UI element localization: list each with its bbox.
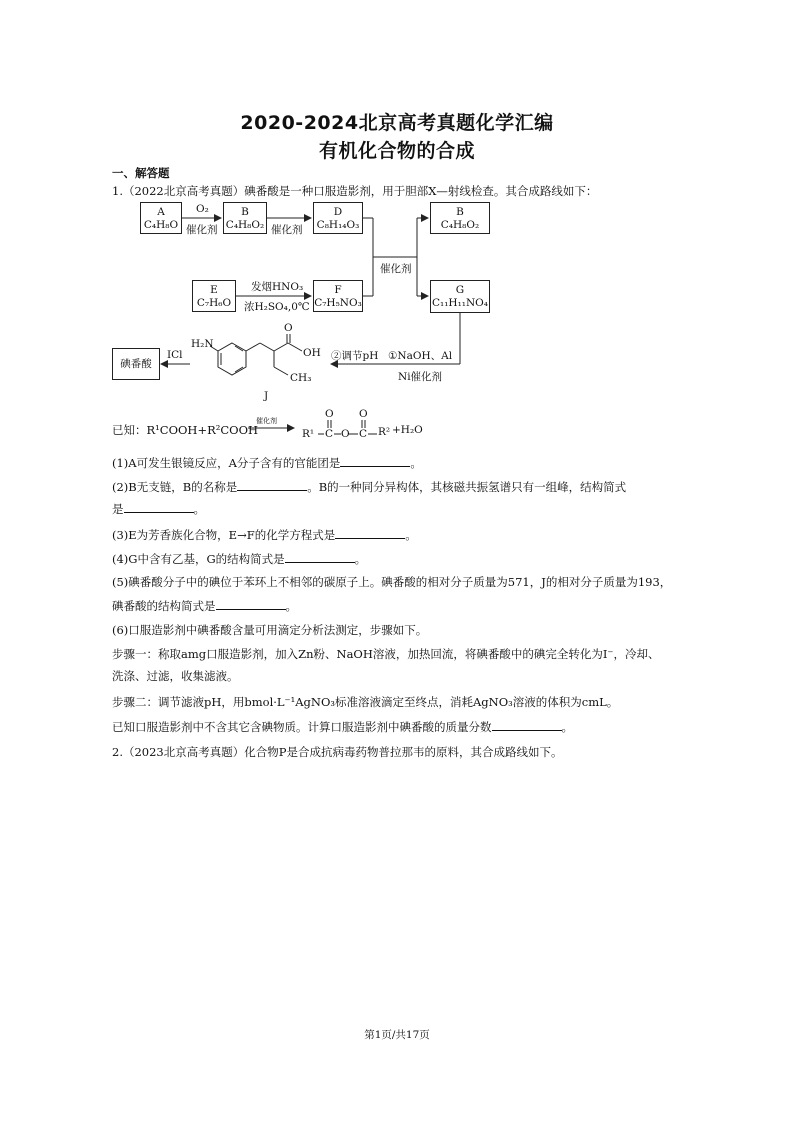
step-2: 步骤二：调节滤液pH，用bmol·L⁻¹AgNO₃标准溶液滴定至终点，消耗AgNO₃溶液的体积为cmL。	[112, 695, 619, 709]
compound-b-name: B	[241, 206, 249, 218]
known-c1: C	[325, 428, 334, 440]
answer-blank[interactable]	[124, 500, 194, 513]
label-ni-catalyst: Ni催化剂	[398, 371, 443, 383]
product-box	[112, 348, 160, 380]
question-5-cont	[112, 597, 297, 614]
compound-g-box	[430, 280, 490, 313]
known-o-bridge: O	[341, 428, 350, 440]
page-footer: 第1页/共17页	[364, 1029, 430, 1041]
question-5-end: 。	[285, 599, 297, 613]
compound-b2-name: B	[456, 206, 464, 218]
page-subtitle: 有机化合物的合成	[318, 140, 475, 162]
question-3	[112, 526, 417, 543]
known-c2: C	[359, 428, 368, 440]
j-nh2: H₂N	[191, 338, 214, 350]
label-o2: O₂	[196, 203, 209, 215]
step-3-text: 已知口服造影剂中不含其它含碘物质。计算口服造影剂中碘番酸的质量分数	[112, 720, 492, 734]
question-4-text: (4)G中含有乙基，G的结构简式是	[112, 552, 285, 566]
question-5	[112, 574, 671, 590]
j-label: J	[264, 390, 269, 402]
label-catalyst-1: 催化剂	[186, 224, 218, 236]
question-2-text-b: 。B的一种同分异构体，其核磁共振氢谱只有一组峰，结构简式	[307, 480, 627, 494]
known-r1: R¹	[302, 428, 315, 440]
q2-intro: 2.（2023北京高考真题）化合物P是合成抗病毒药物普拉那韦的原料，其合成路线如下。	[112, 745, 563, 759]
j-oh: OH	[303, 347, 321, 359]
compound-b2-box	[430, 202, 490, 234]
question-1	[112, 454, 422, 471]
answer-blank[interactable]	[340, 454, 410, 467]
question-5-text-a: (5)碘番酸分子中的碘位于苯环上不相邻的碳原子上。碘番酸的相对分子质量为571，J的相对分子质量为193，	[112, 575, 672, 589]
page-title: 2020-2024北京高考真题化学汇编	[240, 112, 554, 134]
compound-f-formula: C₇H₅NO₃	[314, 297, 362, 309]
known-catalyst: 催化剂	[256, 417, 277, 425]
product-name: 碘番酸	[120, 358, 152, 370]
q1-intro: 1.（2022北京高考真题）碘番酸是一种口服造影剂，用于胆部X—射线检查。其合成路线如下：	[112, 184, 598, 198]
answer-blank[interactable]	[285, 550, 355, 563]
question-4-end: 。	[354, 552, 367, 566]
answer-blank[interactable]	[335, 526, 405, 539]
step-1-line-2: 洗涤、过滤，收集滤液。	[112, 669, 239, 683]
question-1-text: (1)A可发生银镜反应，A分子含有的官能团是	[112, 456, 341, 470]
answer-blank[interactable]	[237, 478, 307, 491]
compound-e-name: E	[210, 284, 218, 296]
j-carbonyl-o: O	[284, 322, 293, 334]
compound-a-name: A	[157, 206, 165, 218]
question-3-end: 。	[405, 528, 417, 542]
question-6: (6)口服造影剂中碘番酸含量可用滴定分析法测定，步骤如下。	[112, 623, 428, 637]
answer-blank[interactable]	[216, 597, 286, 610]
label-catalyst-3: 催化剂	[380, 263, 412, 275]
label-catalyst-2: 催化剂	[271, 224, 303, 236]
compound-a-formula: C₄H₈O	[143, 219, 179, 231]
step-1-line-1: 步骤一：称取amg口服造影剂，加入Zn粉、NaOH溶液，加热回流，将碘番酸中的碘完全转化为I⁻，冷却、	[112, 647, 660, 661]
question-4	[112, 550, 366, 567]
compound-d-box	[313, 202, 363, 234]
compound-e-formula: C₇H₆O	[196, 297, 232, 309]
compound-d-name: D	[333, 206, 343, 218]
question-2-text-c: 是	[112, 502, 124, 516]
compound-b-box	[223, 202, 267, 234]
step-3	[112, 718, 573, 735]
section-label: 一、解答题	[112, 166, 170, 180]
label-icl: ICl	[167, 349, 183, 361]
question-2-cont	[112, 500, 205, 517]
compound-e-box	[192, 280, 236, 312]
label-fuming-hno3: 发烟HNO₃	[251, 281, 304, 293]
known-r2: R²	[378, 426, 391, 438]
known-o-top-2: O	[359, 408, 368, 420]
compound-g-name: G	[455, 284, 465, 296]
step-3-end: 。	[561, 720, 573, 734]
known-reaction-prefix: 已知：R¹COOH+R²COOH	[112, 423, 259, 437]
compound-b-formula: C₄H₈O₂	[225, 219, 265, 231]
compound-d-formula: C₈H₁₄O₃	[316, 219, 360, 231]
question-3-text: (3)E为芳香族化合物，E→F的化学方程式是	[112, 528, 336, 542]
known-water: +H₂O	[392, 424, 423, 436]
j-ch3: CH₃	[290, 372, 312, 384]
label-naoh-al: ①NaOH、Al	[388, 350, 453, 362]
answer-blank[interactable]	[492, 718, 562, 731]
compound-f-name: F	[334, 284, 342, 296]
compound-f-box	[313, 280, 363, 312]
question-2	[112, 478, 626, 495]
compound-b2-formula: C₄H₈O₂	[440, 219, 480, 231]
label-conc-h2so4: 浓H₂SO₄,0℃	[244, 301, 310, 313]
question-1-end: 。	[410, 456, 422, 470]
label-adjust-ph: ②调节pH	[331, 350, 379, 362]
question-2-end: 。	[193, 502, 205, 516]
compound-g-formula: C₁₁H₁₁NO₄	[431, 297, 489, 309]
compound-a-box	[140, 202, 182, 234]
question-5-text-b: 碘番酸的结构简式是	[112, 599, 216, 613]
known-o-top-1: O	[325, 408, 334, 420]
question-2-text-a: (2)B无支链，B的名称是	[112, 480, 238, 494]
